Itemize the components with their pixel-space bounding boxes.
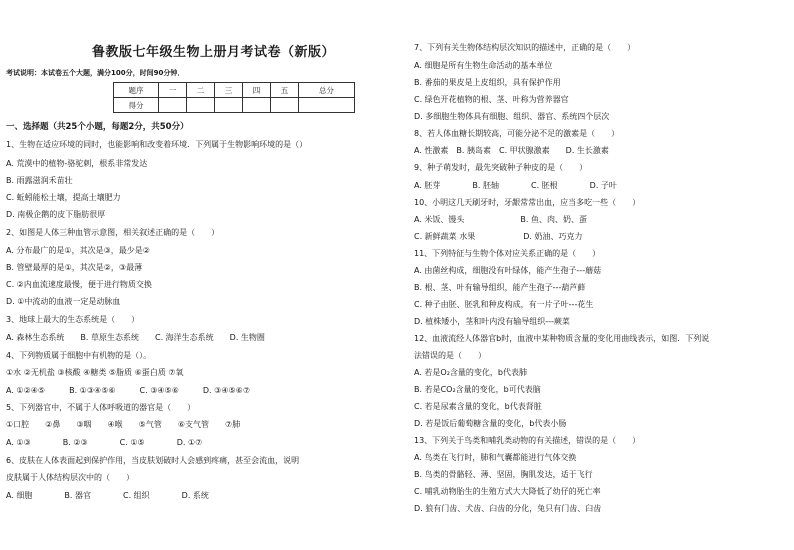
option-line: B. 管壁最厚的是①，其次是②，③最薄 xyxy=(6,263,143,272)
question-line: 1、生物在适应环境的同时，也能影响和改变着环境．下列属于生物影响环境的是（） xyxy=(6,140,308,149)
option-line: C. ②内血流速度最慢，便于进行物质交换 xyxy=(6,280,152,289)
option-line: B. 雨露滋润禾苗壮 xyxy=(6,176,73,185)
option-line: A. 鸟类在飞行时，肺和气囊都能进行气体交换 xyxy=(414,453,577,462)
option-line: ①水 ②无机盐 ③核酸 ④糖类 ⑤脂质 ⑥蛋白质 ⑦氧 xyxy=(6,368,184,377)
option-line: B. 番茄的果皮是上皮组织，具有保护作用 xyxy=(414,78,561,87)
score-value-row xyxy=(114,98,355,113)
question-line: 6、皮肤在人体表面起到保护作用，当皮肤划破时人会感到疼痛，甚至会流血，说明 xyxy=(6,456,300,465)
option-line: B. 根、茎、叶有输导组织，能产生孢子---葫芦藓 xyxy=(414,283,586,292)
score-cell: 四 xyxy=(243,83,271,98)
option-line: A. 性激素 B. 胰岛素 C. 甲状腺激素 D. 生长激素 xyxy=(414,146,609,155)
question-line: 13、下列关于鸟类和哺乳类动物的有关描述，错误的是（ ） xyxy=(414,436,641,445)
score-blank xyxy=(215,98,243,113)
option-line: A. ①③ B. ②③ C. ①⑤ D. ①⑦ xyxy=(6,438,203,447)
exam-title: 鲁教版七年级生物上册月考试卷（新版） xyxy=(92,45,336,60)
question-line: 12、血液流经人体器官b时，血液中某种物质含量的变化用曲线表示，如图．下列说 xyxy=(414,334,710,343)
option-line: D. 植株矮小，茎和叶内没有输导组织---蕨菜 xyxy=(414,317,570,326)
score-blank xyxy=(159,98,187,113)
question-line: 8、若人体血糖长期较高，可能分泌不足的激素是（ ） xyxy=(414,129,620,138)
score-cell: 一 xyxy=(159,83,187,98)
score-cell: 题序 xyxy=(114,83,159,98)
question-line: 法错误的是（ ） xyxy=(414,351,486,360)
option-line: C. 新鲜蔬菜 水果 D. 奶油、巧克力 xyxy=(414,232,583,241)
score-label: 得分 xyxy=(114,98,159,113)
option-line: B. 若是CO₂含量的变化，b可代表脑 xyxy=(414,385,541,394)
option-line: D. 南极企鹅的皮下脂肪很厚 xyxy=(6,210,106,219)
option-line: A. 米饭、馒头 B. 鱼、肉、奶、蛋 xyxy=(414,215,587,224)
question-line: 皮肤属于人体结构层次中的（ ） xyxy=(6,473,134,482)
option-line: A. 胚芽 B. 胚轴 C. 胚根 D. 子叶 xyxy=(414,181,617,190)
option-line: A. 分布最广的是①，其次是③，最少是② xyxy=(6,246,150,255)
score-table xyxy=(113,82,355,113)
question-line: 11、下列特征与生物个体对应关系正确的是（ ） xyxy=(414,249,601,258)
option-line: A. 细胞 B. 器官 C. 组织 D. 系统 xyxy=(6,491,209,500)
question-line: 2、如图是人体三种血管示意图，相关叙述正确的是（ ） xyxy=(6,228,220,237)
score-blank xyxy=(187,98,215,113)
option-line: A. 细胞是所有生物生命活动的基本单位 xyxy=(414,61,553,70)
option-line: D. ①中流动的血液一定是动脉血 xyxy=(6,297,121,306)
option-line: A. 由菌丝构成，细胞没有叶绿体，能产生孢子---蘑菇 xyxy=(414,266,602,275)
question-line: 5、下列器官中，不属于人体呼吸道的器官是（ ） xyxy=(6,403,196,412)
option-line: C. 绿色开花植物的根、茎、叶称为营养器官 xyxy=(414,95,569,104)
section-heading: 一、选择题（共25个小题，每题2分，共50分） xyxy=(6,122,189,132)
question-line: 7、下列有关生物体结构层次知识的描述中，正确的是（ ） xyxy=(414,43,636,52)
score-cell: 总分 xyxy=(299,83,355,98)
option-line: B. 鸟类的骨骼轻、薄、坚固，胸肌发达，适于飞行 xyxy=(414,470,593,479)
option-line: D. 狼有门齿、犬齿、臼齿的分化，兔只有门齿、臼齿 xyxy=(414,504,602,513)
question-line: 9、种子萌发时，最先突破种子种皮的是（ ） xyxy=(414,163,588,172)
score-cell: 五 xyxy=(271,83,299,98)
option-line: A. 若是O₂含量的变化，b代表肺 xyxy=(414,368,527,377)
option-line: D. 多细胞生物体具有细胞、组织、器官、系统四个层次 xyxy=(414,112,610,121)
option-line: C. 哺乳动物胎生的生殖方式大大降低了幼仔的死亡率 xyxy=(414,487,601,496)
question-line: 10、小明这几天刷牙时，牙龈常常出血，应当多吃一些（ ） xyxy=(414,198,641,207)
score-blank xyxy=(243,98,271,113)
exam-instructions: 考试说明：本试卷五个大题，满分100分，时间90分钟． xyxy=(6,69,185,77)
option-line: C. 若是尿素含量的变化，b代表肾脏 xyxy=(414,402,542,411)
question-line: 3、地球上最大的生态系统是（ ） xyxy=(6,315,140,324)
score-blank xyxy=(271,98,299,113)
option-line: ①口腔 ②鼻 ③咽 ④喉 ⑤气管 ⑥支气管 ⑦肺 xyxy=(6,420,241,429)
option-line: A. 森林生态系统 B. 草原生态系统 C. 海洋生态系统 D. 生物圈 xyxy=(6,333,265,342)
score-cell: 三 xyxy=(215,83,243,98)
option-line: D. 若是饭后葡萄糖含量的变化，b代表小肠 xyxy=(414,419,567,428)
score-header-row xyxy=(114,83,355,98)
score-cell: 二 xyxy=(187,83,215,98)
option-line: A. 荒漠中的植物-骆驼刺，根系非常发达 xyxy=(6,159,148,168)
score-blank xyxy=(299,98,355,113)
question-line: 4、下列物质属于细胞中有机物的是（）。 xyxy=(6,351,152,360)
option-line: A. ①②④⑤ B. ①③④⑤⑥ C. ③④⑤⑥ D. ③④⑤⑥⑦ xyxy=(6,386,251,395)
option-line: C. 蚯蚓能松土壤，提高土壤肥力 xyxy=(6,193,121,202)
option-line: C. 种子由胚、胚乳和种皮构成，有一片子叶---花生 xyxy=(414,300,594,309)
